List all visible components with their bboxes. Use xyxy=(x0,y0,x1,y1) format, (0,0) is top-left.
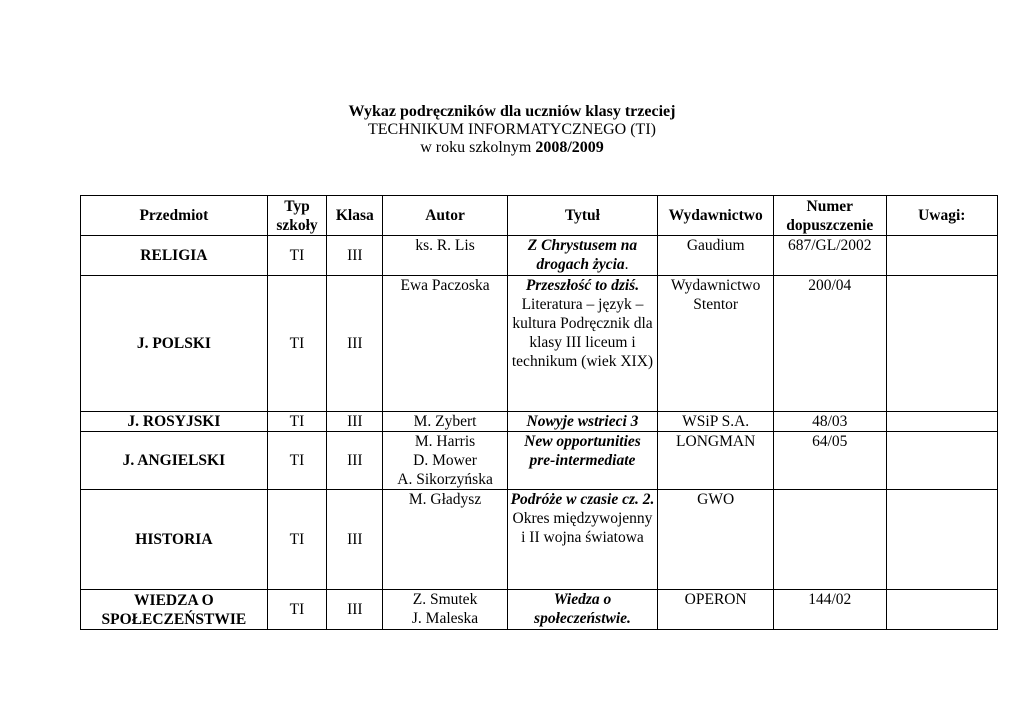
author-cell xyxy=(383,236,507,276)
notes-cell xyxy=(886,490,998,590)
column-header-subject: Przedmiot xyxy=(81,196,268,236)
table-row xyxy=(81,590,998,630)
author-name: Z. Smutek xyxy=(412,591,478,608)
class-cell: III xyxy=(327,236,383,276)
notes-cell xyxy=(886,590,998,630)
subject-cell: WIEDZA O SPOŁECZEŃSTWIE xyxy=(81,590,268,630)
author-name: ks. R. Lis xyxy=(415,237,475,254)
school-type-cell: TI xyxy=(267,590,326,630)
author-name: M. Gładysz xyxy=(408,491,482,508)
publisher-cell: OPERON xyxy=(658,590,774,630)
title-rest: . xyxy=(624,256,629,273)
title-main: Przeszłość to dziś. xyxy=(525,277,640,294)
approval-number-cell: 687/GL/2002 xyxy=(774,236,887,276)
approval-number-cell: 64/05 xyxy=(774,432,887,490)
column-header-class: Klasa xyxy=(327,196,383,236)
title-cell xyxy=(507,412,658,432)
subject-cell: J. POLSKI xyxy=(81,276,268,412)
publisher-cell: LONGMAN xyxy=(658,432,774,490)
title-cell xyxy=(507,590,658,630)
subject-cell: J. ROSYJSKI xyxy=(81,412,268,432)
approval-number-cell: 200/04 xyxy=(774,276,887,412)
approval-number-cell: 144/02 xyxy=(774,590,887,630)
table-row xyxy=(81,276,998,412)
column-header-author: Autor xyxy=(383,196,507,236)
document-title: Wykaz podręczników dla uczniów klasy trzeciej xyxy=(348,103,676,120)
publisher-cell: WSiP S.A. xyxy=(658,412,774,432)
subject-cell: HISTORIA xyxy=(81,490,268,590)
class-cell: III xyxy=(327,412,383,432)
notes-cell xyxy=(886,412,998,432)
subject-cell: J. ANGIELSKI xyxy=(81,432,268,490)
publisher-cell: Wydawnictwo Stentor xyxy=(658,276,774,412)
title-main: New opportunities pre-intermediate xyxy=(524,433,641,469)
title-main: Nowyje wstrieci 3 xyxy=(526,413,639,430)
notes-cell xyxy=(886,432,998,490)
approval-number-cell: 48/03 xyxy=(774,412,887,432)
column-header-notes: Uwagi: xyxy=(886,196,998,236)
author-name: M. Zybert xyxy=(413,413,477,430)
author-name: A. Sikorzyńska xyxy=(397,471,493,488)
title-cell xyxy=(507,490,658,590)
author-name: J. Maleska xyxy=(411,610,479,627)
title-main: Wiedza o społeczeństwie. xyxy=(534,591,631,627)
class-cell: III xyxy=(327,590,383,630)
title-cell xyxy=(507,236,658,276)
table-row xyxy=(81,432,998,490)
school-name: TECHNIKUM INFORMATYCZNEGO (TI) xyxy=(368,121,656,138)
author-cell xyxy=(383,412,507,432)
author-cell xyxy=(383,490,507,590)
column-header-title: Tytuł xyxy=(507,196,658,236)
column-header-school-type: Typ szkoły xyxy=(267,196,326,236)
class-cell: III xyxy=(327,276,383,412)
textbook-table xyxy=(80,195,998,630)
school-year-line xyxy=(0,139,1024,157)
title-main: Podróże w czasie cz. 2. xyxy=(510,491,655,508)
author-name: M. Harris xyxy=(414,433,476,450)
title-rest: Okres międzywojenny i II wojna światowa xyxy=(512,510,653,546)
class-cell: III xyxy=(327,490,383,590)
notes-cell xyxy=(886,276,998,412)
title-cell xyxy=(507,276,658,412)
author-cell xyxy=(383,590,507,630)
column-header-approval-number: Numer dopuszczenie xyxy=(774,196,887,236)
subject-cell: RELIGIA xyxy=(81,236,268,276)
school-year: 2008/2009 xyxy=(535,139,604,156)
notes-cell xyxy=(886,236,998,276)
school-type-cell: TI xyxy=(267,432,326,490)
school-type-cell: TI xyxy=(267,490,326,590)
table-row xyxy=(81,412,998,432)
document-header xyxy=(0,103,1024,157)
title-main: Z Chrystusem na drogach życia xyxy=(527,237,638,273)
author-cell xyxy=(383,276,507,412)
column-header-publisher: Wydawnictwo xyxy=(658,196,774,236)
table-row xyxy=(81,236,998,276)
author-name: Ewa Paczoska xyxy=(400,277,490,294)
class-cell: III xyxy=(327,432,383,490)
approval-number-cell xyxy=(774,490,887,590)
table-header-row xyxy=(81,196,998,236)
publisher-cell: Gaudium xyxy=(658,236,774,276)
table-row xyxy=(81,490,998,590)
school-type-cell: TI xyxy=(267,236,326,276)
publisher-cell: GWO xyxy=(658,490,774,590)
author-name: D. Mower xyxy=(413,452,477,469)
title-rest: Literatura – język – kultura Podręcznik dla klasy III liceum i technikum (wiek XIX) xyxy=(511,296,654,370)
school-type-cell: TI xyxy=(267,412,326,432)
school-year-prefix: w roku szkolnym xyxy=(420,139,536,156)
title-cell xyxy=(507,432,658,490)
school-type-cell: TI xyxy=(267,276,326,412)
author-cell xyxy=(383,432,507,490)
